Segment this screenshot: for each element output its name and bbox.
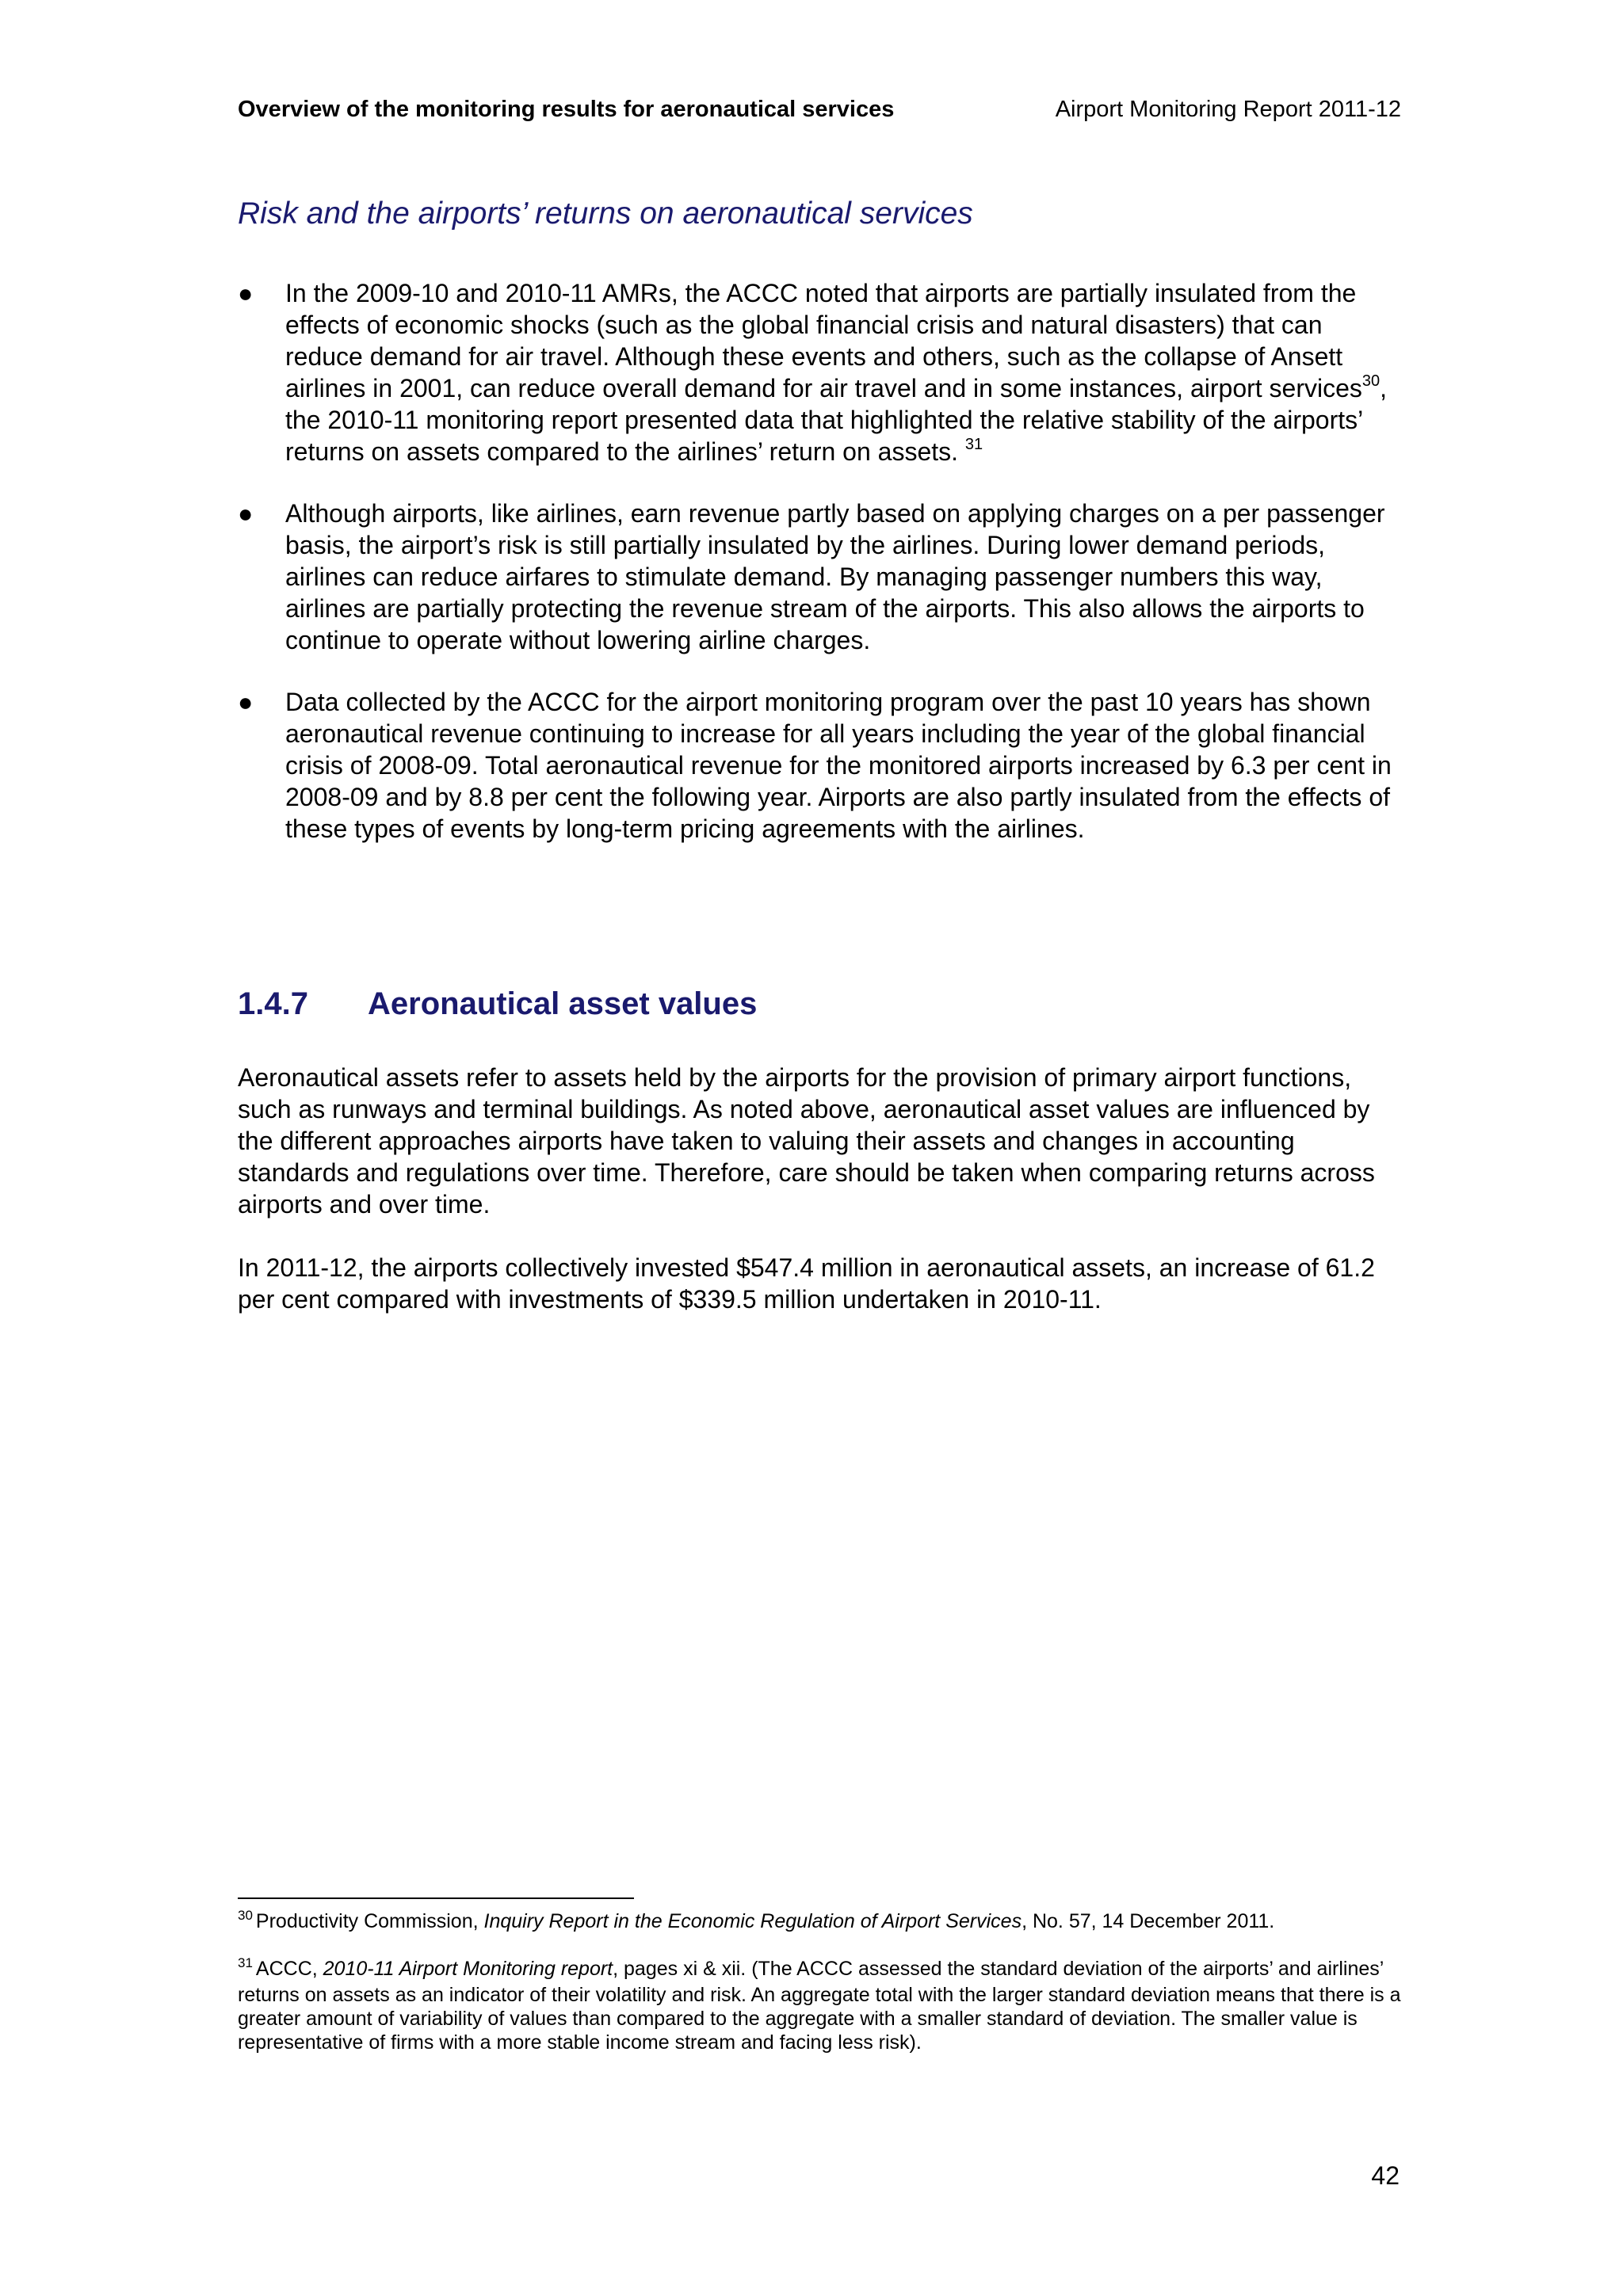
footnote-text-part: ACCC, bbox=[255, 1958, 323, 1980]
running-header-report-title: Airport Monitoring Report 2011-12 bbox=[1055, 97, 1401, 122]
body-paragraph: Aeronautical assets refer to assets held by the airports for the provision of primary airport functions, such as runways and terminal buildings. As noted above, aeronautical asset values are influenced by the different approaches airports have taken to valuing their assets and changes in accounting standards and regulations over time. Therefore, care should be taken when comparing returns across airports and over time. bbox=[238, 1063, 1375, 1219]
footnote-text-part: , No. 57, 14 December 2011. bbox=[1022, 1910, 1275, 1932]
footnote-citation-title: Inquiry Report in the Economic Regulation of Airport Services bbox=[483, 1910, 1022, 1932]
body-paragraph: In 2011-12, the airports collectively invested $547.4 million in aeronautical assets, an increase of 61.2 per cent compared with investments of $339.5 million undertaken in 2010-11. bbox=[238, 1253, 1375, 1314]
subheading: Risk and the airports’ returns on aeronautical services bbox=[238, 196, 973, 231]
footnote-reference[interactable]: 31 bbox=[964, 436, 983, 454]
footnote-text-part: , pages xi & xii. (The ACCC assessed the standard deviation of the airports’ and airlines’ returns on assets as an indicator of their volatility and risk. An aggregate total with the larger standard deviation means that there is a greater amount of variability of values than compared to the aggregate with a smaller standard of deviation. The smaller value is representative of firms with a more stable income stream and facing less risk). bbox=[238, 1958, 1401, 2054]
footnote-mark: 30 bbox=[238, 1908, 253, 1923]
bullet-item bbox=[238, 498, 1403, 656]
section-number: 1.4.7 bbox=[238, 986, 308, 1021]
footnote-reference[interactable]: 30 bbox=[1361, 372, 1381, 391]
bullet-list bbox=[238, 277, 1403, 875]
bullet-text-part: , the 2010-11 monitoring report presented data that highlighted the relative stability of the airports’ returns on assets compared to the airlines’ return on assets. bbox=[285, 374, 1388, 466]
bullet-text-part: In the 2009-10 and 2010-11 AMRs, the ACCC noted that airports are partially insulated from the effects of economic shocks (such as the global financial crisis and natural disasters) that can reduce demand for air travel. Although these events and others, such as the collapse of Ansett airlines in 2001, can reduce overall demand for air travel and in some instances, airport services bbox=[285, 279, 1362, 402]
bullet-item bbox=[238, 686, 1403, 845]
bullet-text: Data collected by the ACCC for the airport monitoring program over the past 10 years has shown aeronautical revenue continuing to increase for all years including the year of the global financial crisis of 2008-09. Total aeronautical revenue for the monitored airports increased by 6.3 per cent in 2008-09 and by 8.8 per cent the following year. Airports are also partly insulated from the effects of these types of events by long-term pricing agreements with the airlines. bbox=[285, 688, 1392, 843]
bullet-icon: ● bbox=[238, 688, 254, 716]
footnote-citation-title: 2010-11 Airport Monitoring report bbox=[323, 1958, 613, 1980]
section-heading bbox=[238, 986, 757, 1022]
footnote bbox=[238, 1909, 1403, 1936]
page-number: 42 bbox=[1371, 2161, 1400, 2190]
footnote-mark: 31 bbox=[238, 1955, 253, 1970]
running-header-chapter: Overview of the monitoring results for aeronautical services bbox=[238, 97, 895, 122]
section-title: Aeronautical asset values bbox=[368, 986, 758, 1021]
bullet-icon: ● bbox=[238, 499, 254, 528]
bullet-item bbox=[238, 277, 1403, 467]
bullet-icon: ● bbox=[238, 279, 254, 307]
footnote bbox=[238, 1957, 1403, 2054]
bullet-text: Although airports, like airlines, earn revenue partly based on applying charges on a per passenger basis, the airport’s risk is still partially insulated by the airlines. During lower demand periods, airlines can reduce airfares to stimulate demand. By managing passenger numbers this way, airlines are partially protecting the revenue stream of the airports. This also allows the airports to continue to operate without lowering airline charges. bbox=[285, 499, 1385, 654]
footnote-text-part: Productivity Commission, bbox=[255, 1910, 484, 1932]
footnote-separator bbox=[238, 1897, 634, 1899]
